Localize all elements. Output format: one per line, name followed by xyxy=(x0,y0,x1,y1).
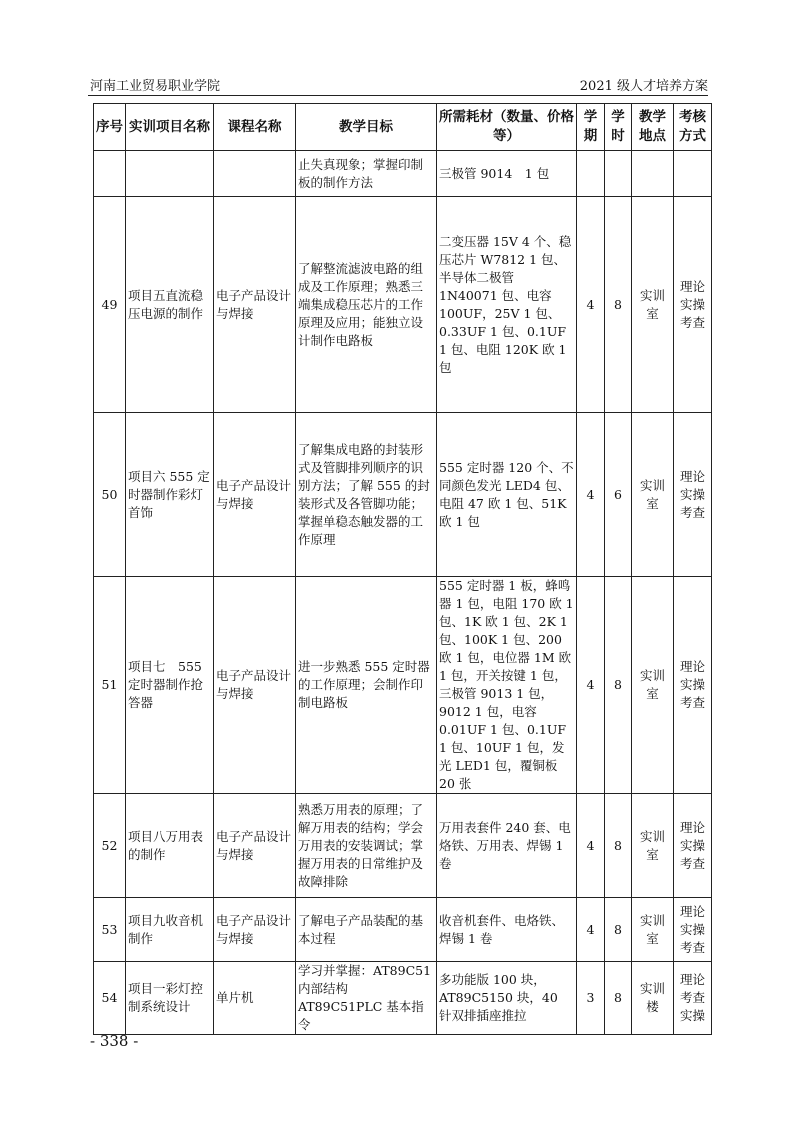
cell-goal: 进一步熟悉 555 定时器的工作原理；会制作印制电路板 xyxy=(296,577,437,794)
cell-goal: 止失真现象；掌握印制板的制作方法 xyxy=(296,151,437,197)
table-row xyxy=(94,898,712,962)
cell-project: 项目五直流稳压电源的制作 xyxy=(126,197,214,413)
cell-hours: 8 xyxy=(605,962,632,1035)
cell-assessment: 理论实操考查 xyxy=(674,413,712,577)
cell-course: 电子产品设计与焊接 xyxy=(214,794,296,898)
table-row xyxy=(94,962,712,1035)
cell-goal: 学习并掌握：AT89C51 内部结构 AT89C51PLC 基本指令 xyxy=(296,962,437,1035)
cell-project: 项目七 555 定时器制作抢答器 xyxy=(126,577,214,794)
page-header-right: 2021 级人才培养方案 xyxy=(579,79,708,94)
cell-num: 49 xyxy=(94,197,126,413)
cell-semester: 4 xyxy=(577,577,605,794)
cell-course: 电子产品设计与焊接 xyxy=(214,898,296,962)
cell-materials: 三极管 9014 1 包 xyxy=(437,151,577,197)
table-row xyxy=(94,197,712,413)
cell-materials: 二变压器 15V 4 个、稳压芯片 W7812 1 包、半导体二极管 1N40071 包、电容 100UF，25V 1 包、0.33UF 1 包、0.1UF 1 包、电阻 120K 欧 1 包 xyxy=(437,197,577,413)
table-row xyxy=(94,577,712,794)
cell-materials: 多功能版 100 块，AT89C5150 块，40 针双排插座推拉 xyxy=(437,962,577,1035)
training-plan-table xyxy=(93,103,712,1035)
cell-goal: 了解整流滤波电路的组成及工作原理；熟悉三端集成稳压芯片的工作原理及应用；能独立设计制作电路板 xyxy=(296,197,437,413)
cell-place: 实训楼 xyxy=(632,962,674,1035)
cell-place: 实训室 xyxy=(632,197,674,413)
cell-assessment: 理论考查实操 xyxy=(674,962,712,1035)
table-header-row xyxy=(94,104,712,151)
cell-semester: 3 xyxy=(577,962,605,1035)
cell-project: 项目八万用表的制作 xyxy=(126,794,214,898)
cell-num: 54 xyxy=(94,962,126,1035)
cell-assessment: 理论实操考查 xyxy=(674,794,712,898)
col-header-assessment: 考核方式 xyxy=(674,104,712,151)
col-header-semester: 学期 xyxy=(577,104,605,151)
col-header-num: 序号 xyxy=(94,104,126,151)
cell-place: 实训室 xyxy=(632,794,674,898)
cell-num: 50 xyxy=(94,413,126,577)
cell-place: 实训室 xyxy=(632,898,674,962)
col-header-goal: 教学目标 xyxy=(296,104,437,151)
cell-num xyxy=(94,151,126,197)
cell-place: 实训室 xyxy=(632,577,674,794)
cell-hours: 8 xyxy=(605,197,632,413)
cell-course: 电子产品设计与焊接 xyxy=(214,577,296,794)
header-rule xyxy=(88,95,708,96)
cell-assessment xyxy=(674,151,712,197)
cell-materials: 555 定时器 1 板，蜂鸣器 1 包，电阻 170 欧 1 包、1K 欧 1 包、2K 1 包、100K 1 包、200 欧 1 包，电位器 1M 欧 1 包，开关按键 1 包，三极管 9013 1 包，9012 1 包，电容 0.01UF 1 包、0.1UF 1 包、10UF 1 包，发光 LED1 包，覆铜板 20 张 xyxy=(437,577,577,794)
cell-course: 单片机 xyxy=(214,962,296,1035)
cell-assessment: 理论实操考查 xyxy=(674,577,712,794)
cell-semester: 4 xyxy=(577,898,605,962)
cell-project: 项目六 555 定时器制作彩灯首饰 xyxy=(126,413,214,577)
cell-materials: 555 定时器 120 个、不同颜色发光 LED4 包、电阻 47 欧 1 包、51K 欧 1 包 xyxy=(437,413,577,577)
cell-semester: 4 xyxy=(577,413,605,577)
table-row xyxy=(94,413,712,577)
cell-semester xyxy=(577,151,605,197)
cell-semester: 4 xyxy=(577,197,605,413)
cell-hours: 8 xyxy=(605,898,632,962)
cell-goal: 了解集成电路的封装形式及管脚排列顺序的识别方法；了解 555 的封装形式及各管脚功能；掌握单稳态触发器的工作原理 xyxy=(296,413,437,577)
table-row xyxy=(94,151,712,197)
col-header-materials: 所需耗材（数量、价格等） xyxy=(437,104,577,151)
cell-num: 51 xyxy=(94,577,126,794)
cell-place xyxy=(632,151,674,197)
cell-project xyxy=(126,151,214,197)
cell-num: 53 xyxy=(94,898,126,962)
cell-course xyxy=(214,151,296,197)
cell-project: 项目九收音机制作 xyxy=(126,898,214,962)
col-header-place: 教学地点 xyxy=(632,104,674,151)
cell-place: 实训室 xyxy=(632,413,674,577)
cell-hours xyxy=(605,151,632,197)
col-header-course: 课程名称 xyxy=(214,104,296,151)
cell-goal: 熟悉万用表的原理；了解万用表的结构；学会万用表的安装调试；掌握万用表的日常维护及故障排除 xyxy=(296,794,437,898)
cell-num: 52 xyxy=(94,794,126,898)
cell-materials: 万用表套件 240 套、电烙铁、万用表、焊锡 1 卷 xyxy=(437,794,577,898)
cell-project: 项目一彩灯控制系统设计 xyxy=(126,962,214,1035)
cell-materials: 收音机套件、电烙铁、焊锡 1 卷 xyxy=(437,898,577,962)
cell-hours: 8 xyxy=(605,577,632,794)
cell-course: 电子产品设计与焊接 xyxy=(214,413,296,577)
cell-assessment: 理论实操考查 xyxy=(674,898,712,962)
cell-hours: 6 xyxy=(605,413,632,577)
cell-semester: 4 xyxy=(577,794,605,898)
page-number: - 338 - xyxy=(90,1032,139,1050)
col-header-project: 实训项目名称 xyxy=(126,104,214,151)
cell-assessment: 理论实操考查 xyxy=(674,197,712,413)
cell-hours: 8 xyxy=(605,794,632,898)
col-header-hours: 学时 xyxy=(605,104,632,151)
cell-goal: 了解电子产品装配的基本过程 xyxy=(296,898,437,962)
cell-course: 电子产品设计与焊接 xyxy=(214,197,296,413)
page-header-left: 河南工业贸易职业学院 xyxy=(90,79,221,94)
table-row xyxy=(94,794,712,898)
